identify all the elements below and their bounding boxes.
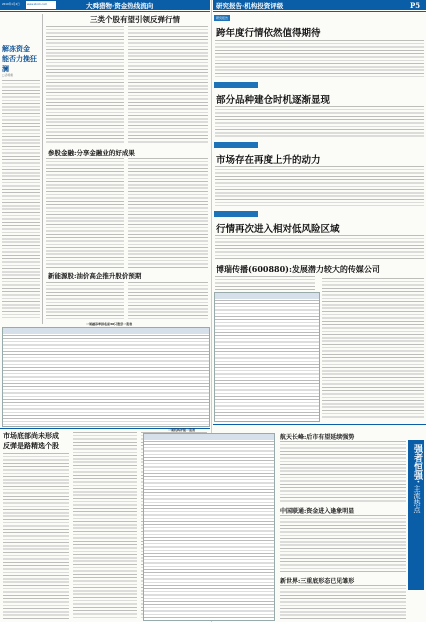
right-article1-title: 跨年度行情依然值得期待 [216, 28, 321, 39]
right-article4-text [215, 235, 424, 261]
article3-text-b [128, 282, 208, 320]
right-tag-3 [214, 142, 258, 148]
right-bottom-rule [213, 424, 426, 425]
right-mid-text [322, 278, 424, 420]
right-article3-title: 市场存在再度上升的动力 [216, 155, 321, 166]
right-header-title: 研究报告·机构投资评级 [216, 2, 284, 10]
right-header-rule [213, 11, 426, 12]
right-article4-title: 行情再次进入相对低风险区域 [216, 224, 340, 235]
bottom-title-1: 市场底部尚未形成 [3, 431, 59, 440]
left-col-title: 解冻资金 能否力挽狂澜 [2, 44, 37, 73]
left-col-text [2, 80, 40, 318]
article2-text-a [46, 158, 124, 268]
left-col-divider [42, 14, 43, 324]
left-header-title: 大舜猎物·资金热线流向 [86, 2, 154, 10]
right-article2-text [215, 106, 424, 138]
left-table-header [3, 328, 209, 334]
brief3-text [280, 585, 406, 619]
article1-text-a [46, 26, 124, 144]
article1-title: 三类个股有望引领反弹行情 [90, 15, 180, 24]
right-table-title: 一周机构评级一览表 [168, 428, 196, 432]
left-table [2, 327, 210, 427]
weekly-rating-table [143, 433, 275, 621]
right-tag-4 [214, 211, 258, 217]
brief1-title: 航天长峰:后市有望延续强势 [280, 434, 355, 441]
left-header-site: www.stock.com [27, 3, 48, 6]
right-page-number: P5 [410, 1, 421, 10]
brief3-title: 新世界:三重底形态已见雏形 [280, 578, 355, 585]
right-tag-2 [214, 82, 258, 88]
article2-text-b [128, 158, 208, 268]
brief1-text [280, 441, 406, 503]
left-header-date: 2010年1月4日 [2, 3, 20, 6]
bottom-title-2: 反弹是路精选个股 [3, 441, 59, 450]
weekly-rating-table-rows [144, 441, 274, 619]
right-rating-table [214, 292, 320, 422]
right-rating-table-rows [215, 300, 319, 420]
left-table-title: 一周融券率排名前30只股票一览表 [86, 322, 133, 326]
side-banner-label: 强者恒强· [412, 444, 422, 484]
right-rating-table-header [215, 293, 319, 299]
article1-text-b [128, 26, 208, 144]
right-article2-title: 部分品种建仓时机逐渐显现 [216, 95, 331, 106]
left-table-rows [3, 335, 209, 425]
brief2-text [280, 515, 406, 573]
left-header-rule [0, 11, 210, 12]
right-article1-text [215, 40, 424, 78]
right-section-tag: 研究报告 [216, 16, 229, 20]
right-article5-text [215, 276, 315, 290]
side-banner [408, 440, 424, 590]
right-article5-title: 博瑞传播(600880):发展潜力较大的传媒公司 [216, 264, 380, 274]
article3-text-a [46, 282, 124, 320]
right-article3-text [215, 166, 424, 206]
bottom-left-text-a [3, 453, 69, 619]
article2-title: 参股金融:分享金融业的好成果 [48, 149, 135, 157]
brief2-title: 中国联通:资金进入逢象明显 [280, 508, 355, 515]
side-banner-label-2: 主流热点 [413, 485, 421, 514]
bottom-left-text-b [73, 432, 137, 619]
weekly-rating-table-header [144, 434, 274, 440]
left-col-byline: □ 孙艳艳 [2, 74, 14, 77]
left-col-title-box [2, 44, 38, 78]
article3-title: 新能源股:油价高企推升股价预期 [48, 272, 142, 280]
